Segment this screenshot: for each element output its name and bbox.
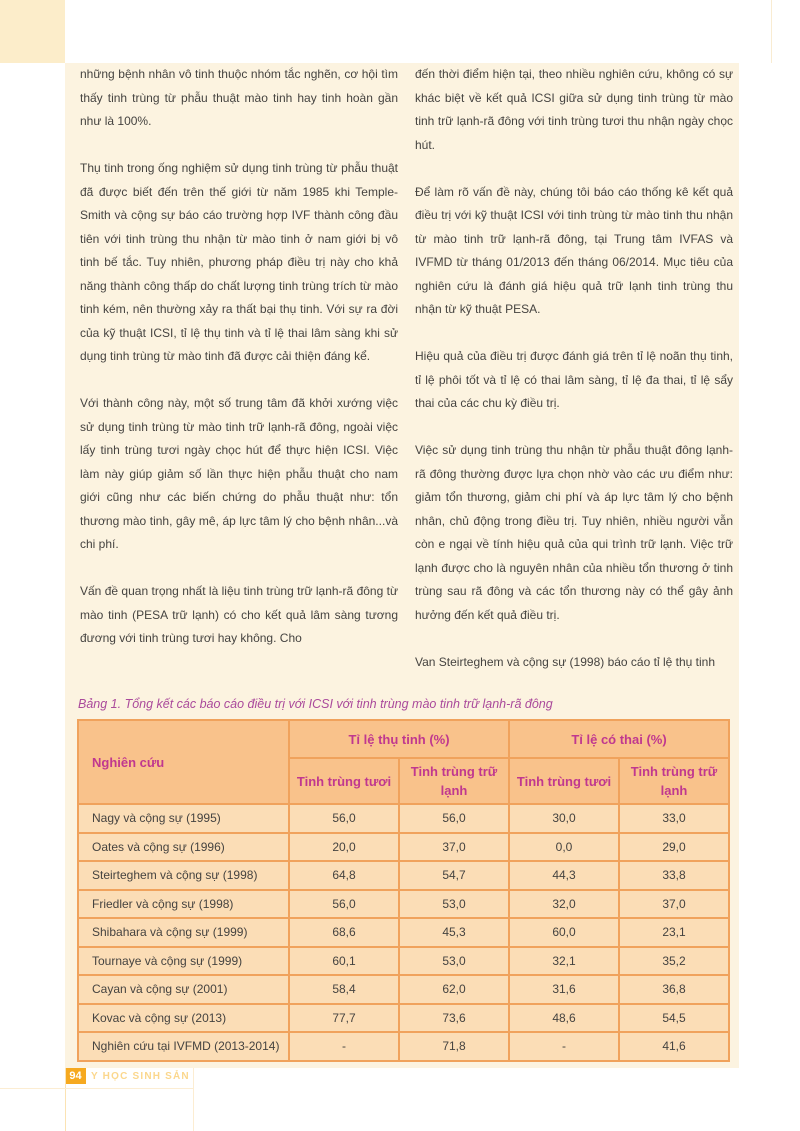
- value-cell: 33,0: [619, 804, 729, 833]
- value-cell: 20,0: [289, 833, 399, 862]
- value-cell: 56,0: [399, 804, 509, 833]
- value-cell: 36,8: [619, 975, 729, 1004]
- value-cell: 35,2: [619, 947, 729, 976]
- table-row: [78, 861, 729, 890]
- paragraph: Vấn đề quan trọng nhất là liệu tinh trùng trữ lạnh-rã đông từ mào tinh (PESA trữ lạnh) có cho kết quả lâm sàng tương đương với tinh trùng tươi hay không. Cho: [80, 584, 398, 645]
- corner-accent-square: [0, 0, 65, 63]
- value-cell: 41,6: [619, 1032, 729, 1061]
- journal-name: Y HỌC SINH SẢN: [91, 1071, 190, 1082]
- study-cell: Cayan và cộng sự (2001): [78, 975, 289, 1004]
- study-cell: Friedler và cộng sự (1998): [78, 890, 289, 919]
- table-row: [78, 1032, 729, 1061]
- value-cell: 77,7: [289, 1004, 399, 1033]
- paragraph: đến thời điểm hiện tại, theo nhiều nghiên cứu, không có sự khác biệt về kết quả ICSI giữa sử dụng tinh trùng từ mào tinh trữ lạnh-rã đông với tinh trùng tươi thu nhận ngày chọc hút.: [415, 67, 733, 152]
- value-cell: 30,0: [509, 804, 619, 833]
- paragraph: Thụ tinh trong ống nghiệm sử dụng tinh trùng từ phẫu thuật đã được biết đến trên thế giới từ năm 1985 khi Temple-Smith và cộng sự báo cáo trường hợp IVF thành công đầu tiên với tinh trùng thu nhận từ mào tinh ở nam giới bị vô tinh bế tắc. Tuy nhiên, phương pháp điều trị này cho khả năng thành công thấp do chất lượng tinh trùng trích từ mào tinh kém, nên thường xảy ra thất bại thụ tinh. Với sự ra đời của kỹ thuật ICSI, tỉ lệ thụ tinh và tỉ lệ thai lâm sàng khi sử dụng tinh trùng từ mào tinh đã được cải thiện đáng kể.: [80, 161, 398, 363]
- value-cell: 31,6: [509, 975, 619, 1004]
- value-cell: 54,7: [399, 861, 509, 890]
- value-cell: 56,0: [289, 890, 399, 919]
- text-column-left: [80, 63, 398, 651]
- page-number-badge: 94: [65, 1068, 86, 1084]
- value-cell: 23,1: [619, 918, 729, 947]
- value-cell: 32,1: [509, 947, 619, 976]
- study-cell: Nghiên cứu tại IVFMD (2013-2014): [78, 1032, 289, 1061]
- value-cell: 56,0: [289, 804, 399, 833]
- value-cell: 73,6: [399, 1004, 509, 1033]
- column-group-pregnancy-rate: Tỉ lệ có thai (%): [509, 720, 729, 758]
- table-row: [78, 890, 729, 919]
- value-cell: 68,6: [289, 918, 399, 947]
- value-cell: 29,0: [619, 833, 729, 862]
- value-cell: 37,0: [619, 890, 729, 919]
- table-row: [78, 975, 729, 1004]
- value-cell: 44,3: [509, 861, 619, 890]
- value-cell: 33,8: [619, 861, 729, 890]
- table-row: [78, 918, 729, 947]
- study-cell: Oates và cộng sự (1996): [78, 833, 289, 862]
- column-header-fresh-sperm: Tinh trùng tươi: [509, 758, 619, 804]
- value-cell: 45,3: [399, 918, 509, 947]
- value-cell: 58,4: [289, 975, 399, 1004]
- paragraph: Van Steirteghem và cộng sự (1998) báo cáo tỉ lệ thụ tinh: [415, 654, 715, 669]
- paragraph: Việc sử dụng tinh trùng thu nhận từ phẫu thuật đông lạnh-rã đông thường được lựa chọn nhờ vào các ưu điểm như: giảm tổn thương, giảm chi phí và áp lực tâm lý cho bệnh nhân, chủ động trong điều trị. Tuy nhiên, nhiều người vẫn còn e ngại về tính hiệu quả của qui trình trữ lạnh. Việc trữ lạnh được cho là nguyên nhân của nhiều tổn thương ở tinh trùng sau rã đông và các tổn thương này có thể gây ảnh hưởng đến kết quả điều trị.: [415, 443, 733, 622]
- study-cell: Kovac và cộng sự (2013): [78, 1004, 289, 1033]
- value-cell: 64,8: [289, 861, 399, 890]
- column-header-study: Nghiên cứu: [78, 720, 289, 804]
- footer-guide-line-left: [65, 1068, 66, 1131]
- value-cell: -: [289, 1032, 399, 1061]
- value-cell: 48,6: [509, 1004, 619, 1033]
- table-row: [78, 1004, 729, 1033]
- column-header-frozen-sperm: Tinh trùng trữ lạnh: [619, 758, 729, 804]
- table-row: [78, 833, 729, 862]
- study-cell: Steirteghem và cộng sự (1998): [78, 861, 289, 890]
- value-cell: 53,0: [399, 947, 509, 976]
- study-cell: Shibahara và cộng sự (1999): [78, 918, 289, 947]
- footer-guide-line-horizontal: [0, 1088, 193, 1089]
- paragraph: Để làm rõ vấn đề này, chúng tôi báo cáo thống kê kết quả điều trị với kỹ thuật ICSI với tinh trùng từ mào tinh thu nhận từ mào tinh trữ lạnh-rã đông, tại Trung tâm IVFAS và IVFMD từ tháng 01/2013 đến tháng 06/2014. Mục tiêu của nghiên cứu là đánh giá hiệu quả trữ lạnh tinh trùng thu nhận từ kỹ thuật PESA.: [415, 184, 733, 316]
- table-row: [78, 947, 729, 976]
- study-cell: Tournaye và cộng sự (1999): [78, 947, 289, 976]
- column-header-frozen-sperm: Tinh trùng trữ lạnh: [399, 758, 509, 804]
- results-table-header: [78, 720, 729, 804]
- paragraph: những bệnh nhân vô tinh thuộc nhóm tắc nghẽn, cơ hội tìm thấy tinh trùng từ phẫu thuật mào tinh hay tinh hoàn gần như là 100%.: [80, 67, 398, 128]
- right-margin-guide-line: [771, 0, 772, 63]
- value-cell: 60,0: [509, 918, 619, 947]
- value-cell: 53,0: [399, 890, 509, 919]
- value-cell: 37,0: [399, 833, 509, 862]
- value-cell: 0,0: [509, 833, 619, 862]
- value-cell: 32,0: [509, 890, 619, 919]
- value-cell: 60,1: [289, 947, 399, 976]
- value-cell: -: [509, 1032, 619, 1061]
- study-cell: Nagy và cộng sự (1995): [78, 804, 289, 833]
- value-cell: 71,8: [399, 1032, 509, 1061]
- paragraph: Hiệu quả của điều trị được đánh giá trên tỉ lệ noãn thụ tinh, tỉ lệ phôi tốt và tỉ lệ có thai lâm sàng, tỉ lệ đa thai, tỉ lệ sẩy thai của các chu kỳ điều trị.: [415, 349, 733, 410]
- column-group-fertilization-rate: Tỉ lệ thụ tinh (%): [289, 720, 509, 758]
- results-table: [77, 719, 730, 1062]
- value-cell: 54,5: [619, 1004, 729, 1033]
- paragraph: Với thành công này, một số trung tâm đã khởi xướng việc sử dụng tinh trùng từ mào tinh trữ lạnh-rã đông, ngoài việc lấy tinh trùng tươi ngày chọc hút để thực hiện ICSI. Việc làm này giúp giảm số lần thực hiện phẫu thuật cho nam giới cũng như các biến chứng do phẫu thuật như: tổn thương mào tinh, gây mê, áp lực tâm lý cho bệnh nhân...và chi phí.: [80, 396, 398, 551]
- table-row: [78, 804, 729, 833]
- results-table-body: [78, 804, 729, 1061]
- footer-guide-line-inner: [193, 1068, 194, 1131]
- value-cell: 62,0: [399, 975, 509, 1004]
- table-caption: Bảng 1. Tổng kết các báo cáo điều trị với ICSI với tinh trùng mào tinh trữ lạnh-rã đông: [78, 697, 553, 711]
- text-column-right: [415, 63, 733, 674]
- column-header-fresh-sperm: Tinh trùng tươi: [289, 758, 399, 804]
